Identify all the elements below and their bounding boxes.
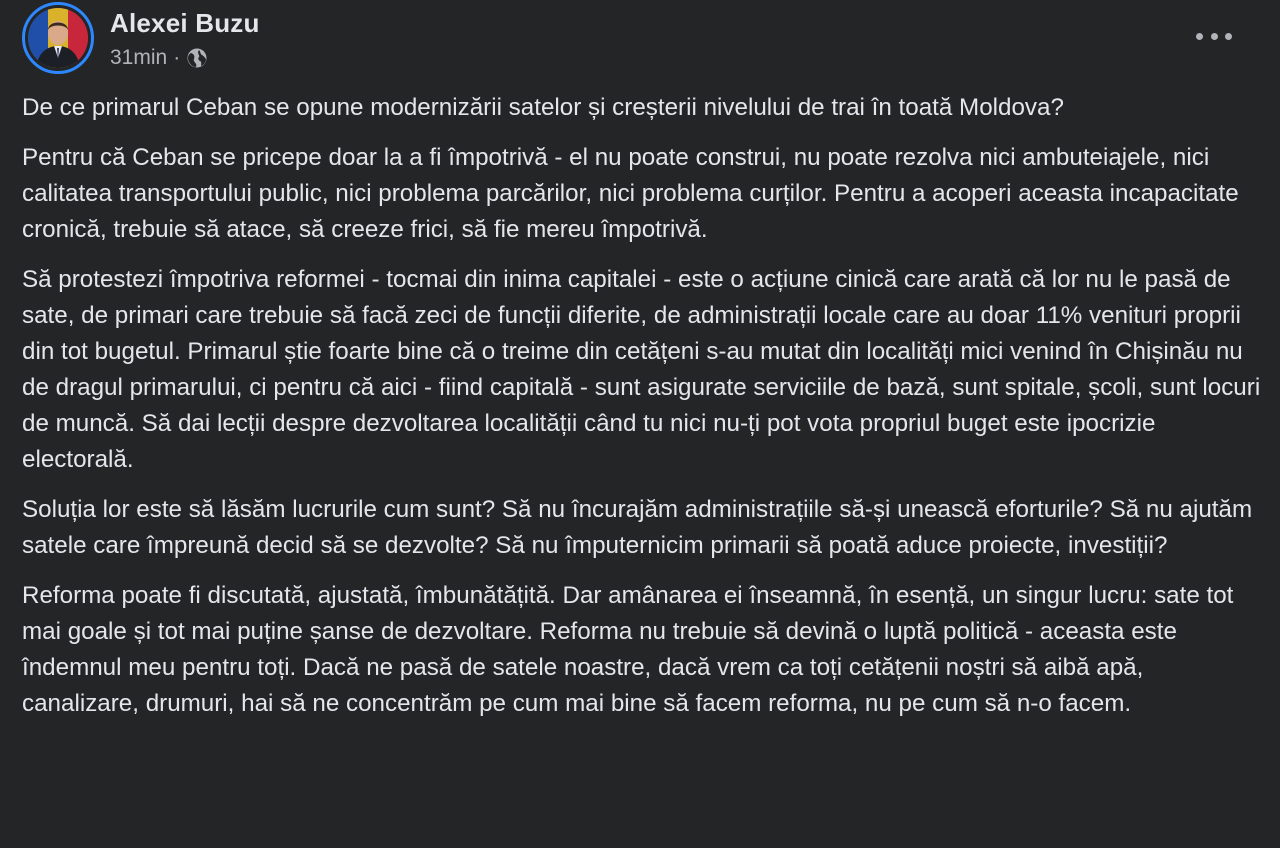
post-paragraph: Soluția lor este să lăsăm lucrurile cum sunt? Să nu încurajăm administrațiile să-și unească eforturile? Să nu ajutăm satele care împreună decid să se dezvolte? Să nu împuternicim primarii să poată aduce proiecte, investiții?: [22, 496, 1253, 559]
post-timestamp[interactable]: 31min: [110, 46, 168, 69]
post-body: [22, 90, 1267, 736]
post-paragraph: Pentru că Ceban se pricepe doar la a fi împotrivă - el nu poate construi, nu poate rezolva nici ambuteiajele, nici calitatea transportului public, nici problema parcărilor, nici problema curților. Pentru a acoperi aceasta incapacitate cronică, trebuie să atace, să creeze frici, să fie mereu împotrivă.: [22, 144, 1239, 243]
more-dot: [1225, 33, 1232, 40]
avatar-photo: [28, 8, 88, 68]
post-paragraph: Reforma poate fi discutată, ajustată, îmbunătățită. Dar amânarea ei înseamnă, în esență, un singur lucru: sate tot mai goale și tot mai puține șanse de dezvoltare. Reforma nu trebuie să devină o luptă politică - aceasta este îndemnul meu pentru toți. Dacă ne pasă de satele noastre, dacă vrem ca toți cetățenii noștri să aibă apă, canalizare, drumuri, hai să ne concentrăm pe cum mai bine să facem reforma, nu pe cum să n-o facem.: [22, 582, 1234, 717]
more-dot: [1211, 33, 1218, 40]
post-paragraph: Să protestezi împotriva reformei - tocmai din inima capitalei - este o acțiune cinică care arată că lor nu le pasă de sate, de primari care trebuie să facă zeci de funcții diferite, de administrații locale care au doar 11% venituri proprii din tot bugetul. Primarul știe foarte bine că o treime din cetățeni s-au mutat din localități mici venind în Chișinău nu de dragul primarului, ci pentru că aici - fiind capitală - sunt asigurate serviciile de bază, sunt spitale, școli, sunt locuri de muncă. Să dai lecții despre dezvoltarea localității când tu nici nu-ți pot vota propriul buget este ipocrizie electorală.: [22, 266, 1261, 473]
post-header: [22, 2, 1262, 78]
more-options-icon[interactable]: [1196, 24, 1232, 48]
post-paragraph: De ce primarul Ceban se opune modernizării satelor și creșterii nivelului de trai în toată Moldova?: [22, 94, 1064, 121]
author-avatar[interactable]: [22, 2, 94, 74]
author-name[interactable]: Alexei Buzu: [110, 8, 260, 38]
more-dot: [1196, 33, 1203, 40]
post-meta: [110, 46, 208, 70]
meta-separator: ·: [173, 46, 181, 69]
globe-icon[interactable]: [186, 47, 208, 69]
